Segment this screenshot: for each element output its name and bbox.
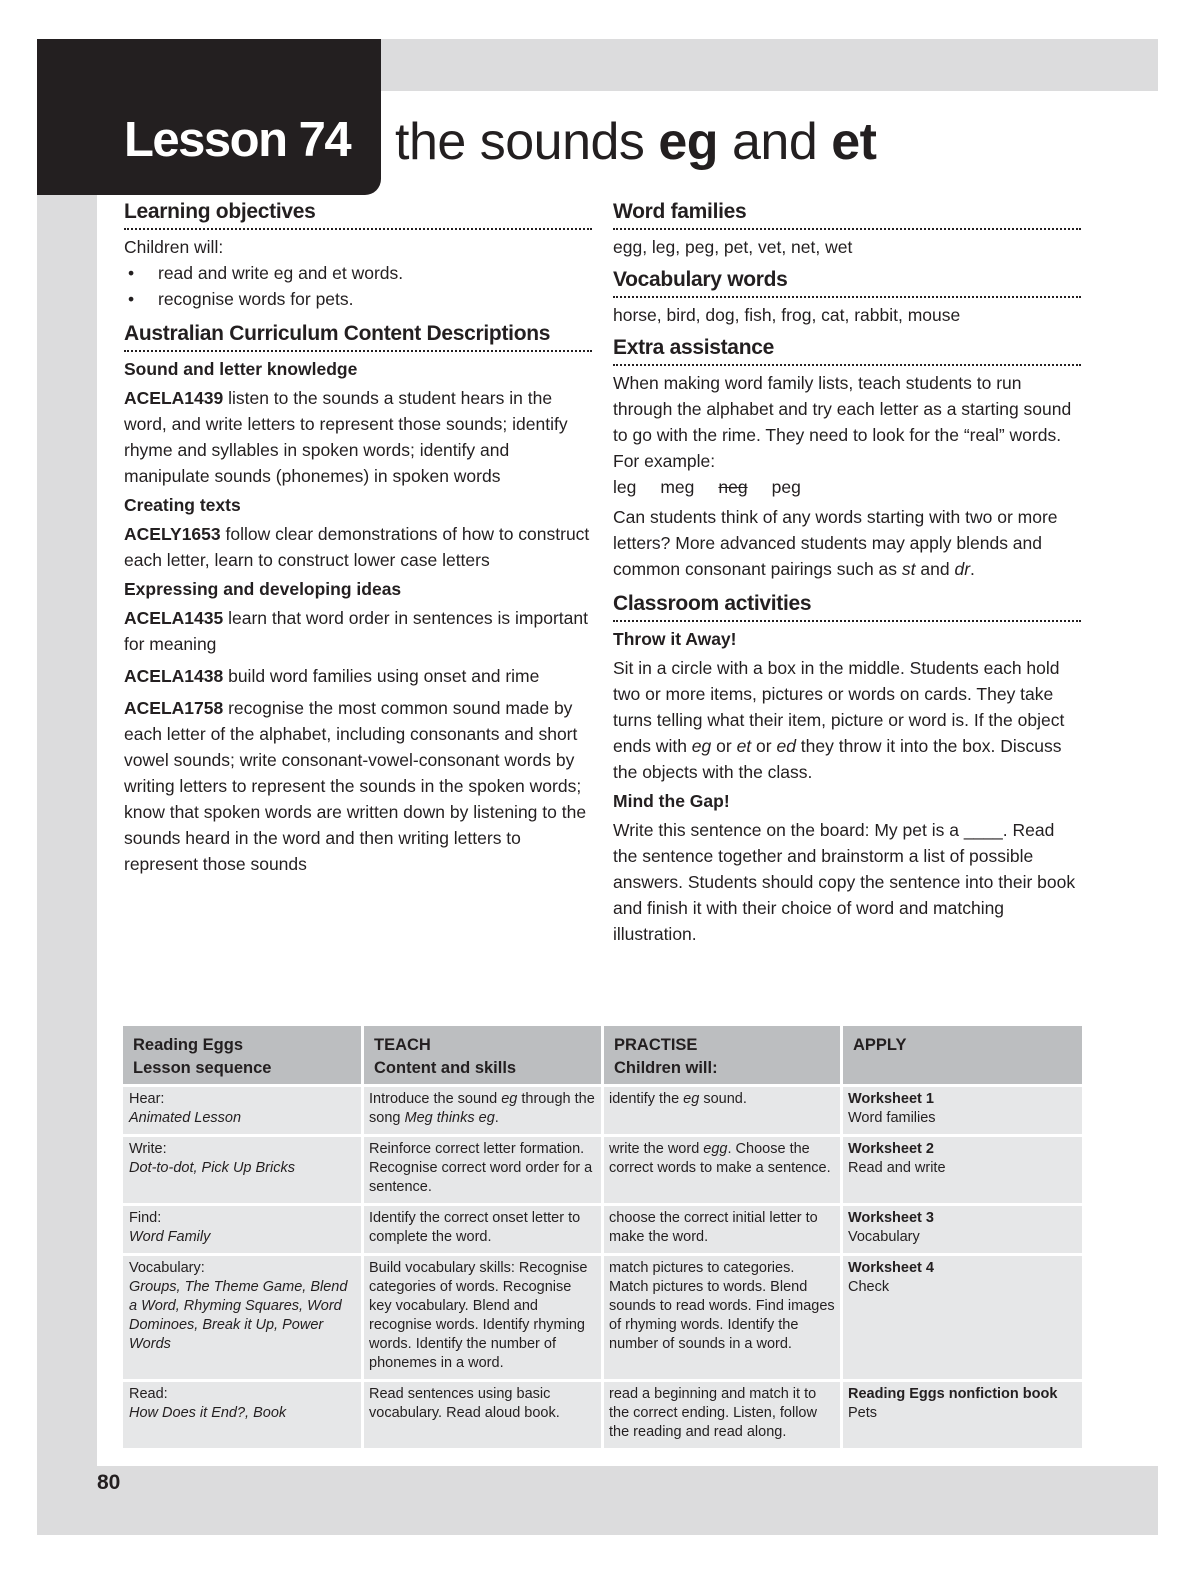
example-word-struck: neg bbox=[718, 477, 748, 497]
cell-apply bbox=[843, 1382, 1082, 1448]
cell-teach bbox=[364, 1087, 601, 1134]
seq-label: Vocabulary: bbox=[129, 1260, 205, 1276]
activity-title: Throw it Away! bbox=[613, 629, 737, 649]
lesson-title bbox=[395, 112, 876, 172]
seq-label: Read: bbox=[129, 1386, 168, 1402]
page-frame-bottom bbox=[37, 1466, 1158, 1535]
curriculum-entry bbox=[124, 663, 592, 689]
teach-text: Reinforce correct letter formation. Recognise correct word order for a sentence. bbox=[369, 1141, 593, 1195]
classroom-activities-heading: Classroom activities bbox=[613, 592, 1081, 622]
practise-em: egg bbox=[703, 1141, 728, 1157]
teach-text: Identify the correct onset letter to complete the word. bbox=[369, 1210, 581, 1245]
header-line: Lesson sequence bbox=[133, 1059, 272, 1077]
header-line: Children will: bbox=[614, 1059, 718, 1077]
practise-em: eg bbox=[683, 1091, 700, 1107]
word-families-heading: Word families bbox=[613, 200, 1081, 230]
activity-title: Mind the Gap! bbox=[613, 791, 730, 811]
curriculum-code: ACELA1758 bbox=[124, 698, 224, 718]
curriculum-subheading: Sound and letter knowledge bbox=[124, 359, 358, 379]
header-practise bbox=[604, 1026, 840, 1084]
curriculum-text: listen to the sounds a student hears in the word, and write letters to represent those sounds; identify rhyme and syllables in spoken words; identify and manipulate sounds (phonemes) in spoken words bbox=[124, 388, 568, 486]
teach-text: Read sentences using basic vocabulary. Read aloud book. bbox=[369, 1386, 560, 1421]
cell-apply bbox=[843, 1256, 1082, 1379]
apply-title: Worksheet 4 bbox=[848, 1260, 934, 1276]
title-sound-2: et bbox=[831, 113, 877, 171]
curriculum-heading: Australian Curriculum Content Descriptions bbox=[124, 322, 592, 352]
table-row bbox=[123, 1256, 1082, 1379]
activity-et: et bbox=[736, 736, 752, 756]
apply-sub: Pets bbox=[848, 1405, 878, 1421]
curriculum-code: ACELA1438 bbox=[124, 666, 224, 686]
objectives-intro: Children will: bbox=[124, 237, 224, 257]
word-families-text: egg, leg, peg, pet, vet, net, wet bbox=[613, 237, 853, 257]
seq-detail: Animated Lesson bbox=[129, 1110, 242, 1126]
cell-teach bbox=[364, 1382, 601, 1448]
objective-item: • read and write eg and et words. bbox=[124, 260, 592, 286]
practise-text: identify the bbox=[609, 1091, 684, 1107]
teach-text: through the song bbox=[369, 1091, 595, 1126]
activity-ed: ed bbox=[776, 736, 796, 756]
curriculum-entry bbox=[124, 385, 592, 489]
objectives-list bbox=[124, 260, 592, 312]
cell-teach bbox=[364, 1256, 601, 1379]
example-word: meg bbox=[660, 477, 695, 497]
para2-st: st bbox=[901, 559, 916, 579]
example-words bbox=[613, 474, 1081, 500]
para2-end: . bbox=[970, 559, 975, 579]
teach-em: Meg thinks eg bbox=[404, 1110, 495, 1126]
objective-item: • recognise words for pets. bbox=[124, 286, 592, 312]
curriculum-text: recognise the most common sound made by each letter of the alphabet, including consonants and short vowel sounds; write consonant-vowel-consonant words by writing letters to represent the sounds in the spoken words; know that spoken words are written down by listening to the sounds heard in the word and then writing letters to represent those sounds bbox=[124, 698, 587, 874]
para2-dr: dr bbox=[954, 559, 971, 579]
curriculum-code: ACELY1653 bbox=[124, 524, 221, 544]
cell-sequence bbox=[123, 1137, 361, 1203]
extra-assistance-para2 bbox=[613, 504, 1081, 582]
table-row bbox=[123, 1137, 1082, 1203]
curriculum-entry bbox=[124, 521, 592, 573]
cell-sequence bbox=[123, 1382, 361, 1448]
table-row bbox=[123, 1382, 1082, 1448]
cell-sequence bbox=[123, 1256, 361, 1379]
table-header-row bbox=[123, 1026, 1082, 1084]
example-word: leg bbox=[613, 477, 637, 497]
seq-detail: How Does it End?, Book bbox=[129, 1405, 287, 1421]
activity-eg: eg bbox=[691, 736, 712, 756]
header-apply bbox=[843, 1026, 1082, 1084]
practise-text: write the word bbox=[609, 1141, 704, 1157]
apply-title: Worksheet 2 bbox=[848, 1141, 934, 1157]
seq-label: Write: bbox=[129, 1141, 167, 1157]
curriculum-code: ACELA1435 bbox=[124, 608, 224, 628]
para2-and: and bbox=[915, 559, 955, 579]
cell-apply bbox=[843, 1087, 1082, 1134]
page-frame-left bbox=[37, 39, 97, 1535]
practise-text: . Choose the correct words to make a sentence. bbox=[609, 1141, 831, 1176]
extra-assistance-para: When making word family lists, teach students to run through the alphabet and try each letter as a starting sound to go with the rime. They need to look for the “real” words. For example: bbox=[613, 373, 1072, 471]
teach-em: eg bbox=[501, 1091, 518, 1107]
seq-label: Hear: bbox=[129, 1091, 165, 1107]
title-prefix: the sounds bbox=[395, 113, 645, 171]
learning-objectives-heading: Learning objectives bbox=[124, 200, 592, 230]
title-sound-1: eg bbox=[658, 113, 719, 171]
apply-sub: Vocabulary bbox=[848, 1229, 920, 1245]
cell-teach bbox=[364, 1206, 601, 1253]
practise-text: match pictures to categories. Match pictures to words. Blend sounds to read words. Find images of rhyming words. Identify the number of sounds in a word. bbox=[609, 1260, 835, 1352]
apply-sub: Read and write bbox=[848, 1160, 946, 1176]
curriculum-subheading: Expressing and developing ideas bbox=[124, 579, 402, 599]
curriculum-subheading: Creating texts bbox=[124, 495, 241, 515]
extra-assistance-heading: Extra assistance bbox=[613, 336, 1081, 366]
activity-text bbox=[613, 655, 1081, 785]
activity-text: Write this sentence on the board: My pet is a ____. Read the sentence together and brainstorm a list of possible answers. Students should copy the sentence into their book and finish it with their choice of word and matching illustration. bbox=[613, 820, 1076, 944]
activity-or: or bbox=[751, 736, 777, 756]
cell-practise bbox=[604, 1137, 840, 1203]
example-word: peg bbox=[771, 477, 801, 497]
header-line: TEACH bbox=[374, 1036, 431, 1054]
practise-text: sound. bbox=[699, 1091, 747, 1107]
apply-title: Worksheet 3 bbox=[848, 1210, 934, 1226]
curriculum-entry bbox=[124, 695, 592, 877]
curriculum-entry bbox=[124, 605, 592, 657]
cell-sequence bbox=[123, 1206, 361, 1253]
left-column bbox=[124, 200, 592, 877]
cell-practise bbox=[604, 1256, 840, 1379]
seq-detail: Groups, The Theme Game, Blend a Word, Rhyming Squares, Word Dominoes, Break it Up, Power Words bbox=[129, 1279, 348, 1352]
cell-apply bbox=[843, 1206, 1082, 1253]
curriculum-text: follow clear demonstrations of how to construct each letter, learn to construct lower case letters bbox=[124, 524, 590, 570]
table-row bbox=[123, 1206, 1082, 1253]
cell-teach bbox=[364, 1137, 601, 1203]
vocabulary-heading: Vocabulary words bbox=[613, 268, 1081, 298]
teach-text: . bbox=[494, 1110, 499, 1126]
page-number: 80 bbox=[97, 1471, 121, 1494]
teach-text: Build vocabulary skills: Recognise categories of words. Recognise key vocabulary. Blend and recognise words. Identify rhyming words. Identify the number of phonemes in a word. bbox=[369, 1260, 588, 1371]
practise-text: choose the correct initial letter to make the word. bbox=[609, 1210, 818, 1245]
table-row bbox=[123, 1087, 1082, 1134]
seq-detail: Word Family bbox=[129, 1229, 211, 1245]
lesson-number: Lesson 74 bbox=[124, 113, 351, 167]
practise-text: read a beginning and match it to the correct ending. Listen, follow the reading and read along. bbox=[609, 1386, 817, 1440]
apply-sub: Word families bbox=[848, 1110, 936, 1126]
teach-text: Introduce the sound bbox=[369, 1091, 502, 1107]
cell-sequence bbox=[123, 1087, 361, 1134]
header-teach bbox=[364, 1026, 601, 1084]
lesson-sequence-table bbox=[120, 1023, 1085, 1451]
header-line: PRACTISE bbox=[614, 1036, 698, 1054]
vocabulary-text: horse, bird, dog, fish, frog, cat, rabbit, mouse bbox=[613, 305, 961, 325]
seq-detail: Dot-to-dot, Pick Up Bricks bbox=[129, 1160, 295, 1176]
seq-label: Find: bbox=[129, 1210, 162, 1226]
activity-or: or bbox=[711, 736, 737, 756]
cell-practise bbox=[604, 1382, 840, 1448]
header-sequence bbox=[123, 1026, 361, 1084]
curriculum-text: learn that word order in sentences is important for meaning bbox=[124, 608, 588, 654]
header-line: Content and skills bbox=[374, 1059, 517, 1077]
cell-practise bbox=[604, 1206, 840, 1253]
para2-text: Can students think of any words starting with two or more letters? More advanced students may apply blends and common consonant pairings such as bbox=[613, 507, 1058, 579]
right-column bbox=[613, 200, 1081, 947]
cell-apply bbox=[843, 1137, 1082, 1203]
header-line: APPLY bbox=[853, 1036, 907, 1054]
cell-practise bbox=[604, 1087, 840, 1134]
apply-title: Worksheet 1 bbox=[848, 1091, 934, 1107]
apply-title: Reading Eggs nonfiction book bbox=[848, 1386, 1058, 1402]
header-line: Reading Eggs bbox=[133, 1036, 244, 1054]
activity-text-b: they throw it into the box. Discuss the objects with the class. bbox=[613, 736, 1062, 782]
activity-text-a: Sit in a circle with a box in the middle. Students each hold two or more items, pictures or words on cards. They take turns telling what their item, picture or word is. If the object ends with bbox=[613, 658, 1065, 756]
apply-sub: Check bbox=[848, 1279, 890, 1295]
title-and: and bbox=[732, 113, 818, 171]
curriculum-code: ACELA1439 bbox=[124, 388, 224, 408]
curriculum-text: build word families using onset and rime bbox=[228, 666, 540, 686]
